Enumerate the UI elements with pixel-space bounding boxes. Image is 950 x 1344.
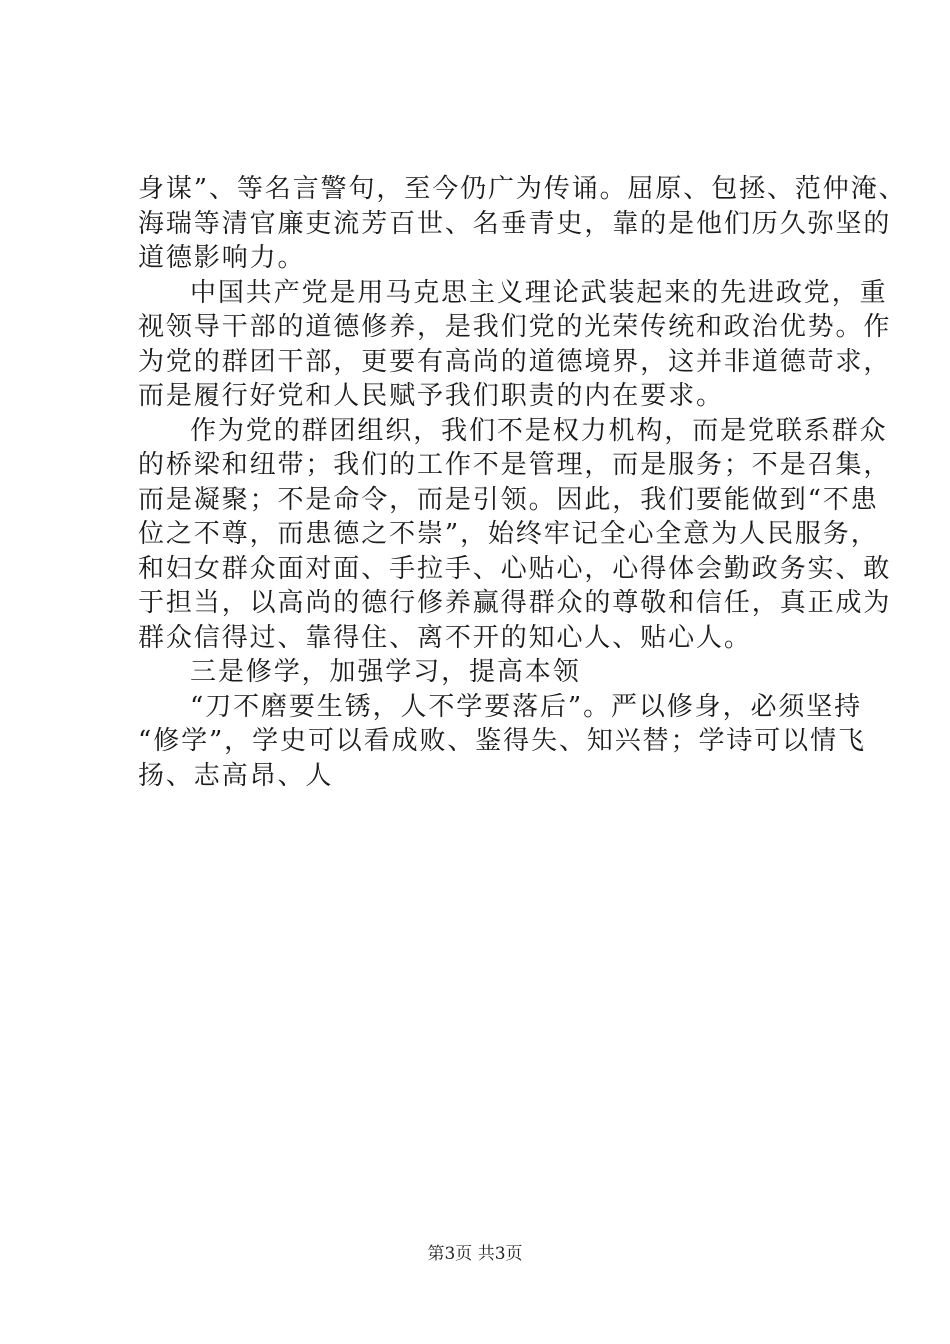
paragraph: [138, 172, 907, 276]
text-line: 而是履行好党和人民赋予我们职责的内在要求。: [138, 381, 724, 411]
text-line: 而是凝聚；不是命令，而是引领。因此，我们要能做到“不患: [138, 484, 879, 515]
text-line: 三是修学，加强学习，提高本领: [190, 657, 581, 687]
paragraph: [138, 414, 892, 656]
text-line: 的桥梁和纽带；我们的工作不是管理，而是服务；不是召集，: [138, 450, 892, 480]
text-line: 于担当，以高尚的德行修养赢得群众的尊敬和信任，真正成为: [138, 588, 892, 618]
text-line: 为党的群团干部，更要有高尚的道德境界，这并非道德苛求，: [138, 346, 892, 377]
paragraph: [138, 690, 866, 794]
text-line: 位之不尊，而患德之不崇”，始终牢记全心全意为人民服务，: [138, 519, 879, 549]
text-line: 海瑞等清官廉吏流芳百世、名垂青史，靠的是他们历久弥坚的: [138, 208, 892, 239]
text-line: 扬、志高昂、人: [138, 760, 334, 791]
text-line: 道德影响力。: [138, 243, 306, 273]
text-line: 身谋”、等名言警句，至今仍广为传诵。屈原、包拯、范仲淹、: [138, 174, 907, 204]
paragraph: [138, 276, 892, 414]
text-line: “修学”，学史可以看成败、鉴得失、知兴替；学诗可以情飞: [138, 726, 866, 756]
text-line: “刀不磨要生锈，人不学要落后”。严以修身，必须坚持: [190, 691, 863, 722]
text-line: 和妇女群众面对面、手拉手、心贴心，心得体会勤政务实、敢: [138, 553, 892, 584]
text-line: 群众信得过、靠得住、离不开的知心人、贴心人。: [138, 622, 752, 653]
text-line: 作为党的群团组织，我们不是权力机构，而是党联系群众: [190, 415, 888, 446]
document-body: [138, 172, 907, 793]
text-line: 中国共产党是用马克思主义理论武装起来的先进政党，重: [190, 277, 888, 308]
text-line: 视领导干部的道德修养，是我们党的光荣传统和政治优势。作: [138, 312, 892, 342]
section-heading: [138, 655, 838, 690]
page-number: 第3页 共3页: [427, 1244, 523, 1264]
